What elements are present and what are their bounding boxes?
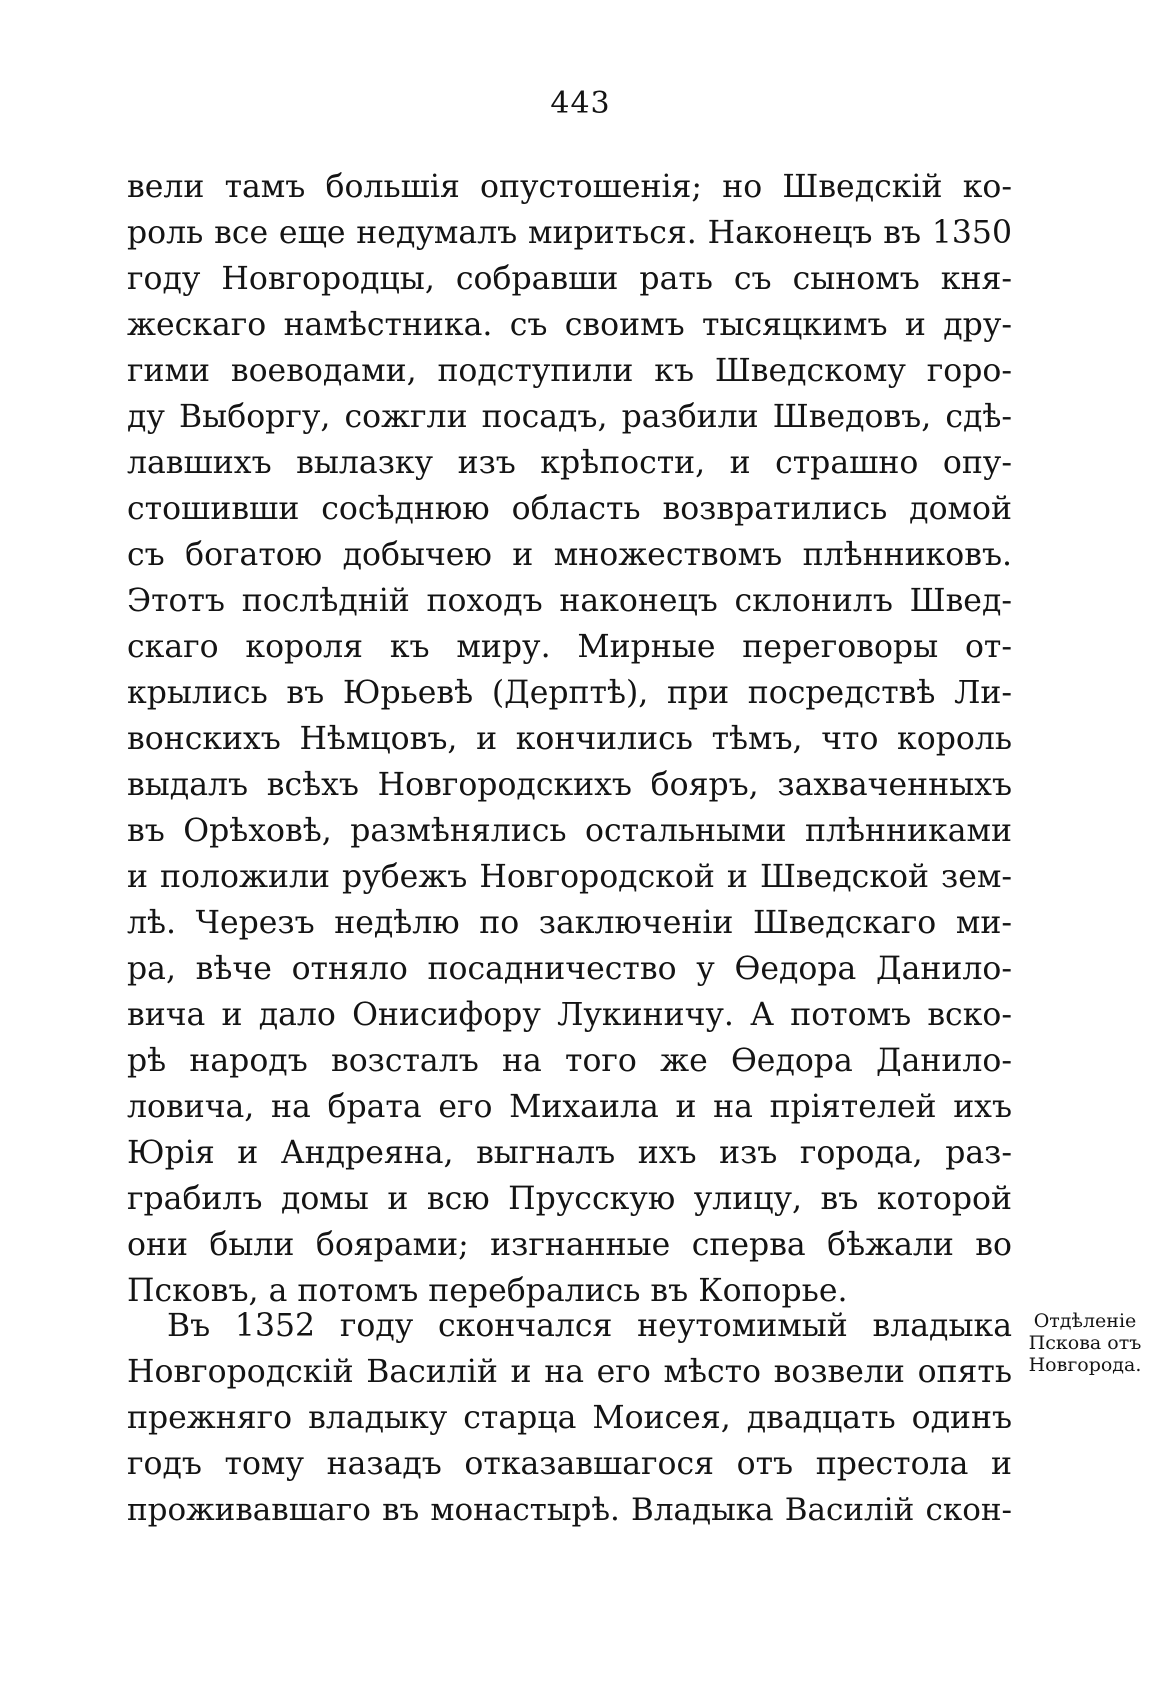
paragraph-2 [127,1303,1012,1533]
text-line: съ богатою добычею и множествомъ плѣнниковъ. [127,537,1012,573]
text-line: вели тамъ большія опустошенія; но Шведскій ко- [127,169,1012,205]
text-line: и положили рубежъ Новгородской и Шведской зем- [127,859,1012,895]
text-line: годъ тому назадъ отказавшагося отъ престола и [127,1446,1012,1482]
text-line: ра, вѣче отняло посадничество у Ѳедора Данило- [127,951,1012,987]
text-line: роль все еще недумалъ мириться. Наконецъ въ 1350 [127,215,1012,251]
marginal-note-line: Отдѣленіе [1033,1310,1137,1332]
marginal-note [1014,1310,1156,1376]
page-number: 443 [550,86,611,121]
text-line: Псковъ, а потомъ перебрались въ Копорье. [127,1273,848,1309]
text-line: рѣ народъ возсталъ на того же Ѳедора Данило- [127,1043,1012,1079]
text-line: крылись въ Юрьевѣ (Дерптѣ), при посредствѣ Ли- [127,675,1012,711]
text-line: году Новгородцы, собравши рать съ сыномъ кня- [127,261,1012,297]
text-line: стошивши сосѣднюю область возвратились домой [127,491,1012,527]
text-line: ловича, на брата его Михаила и на пріятелей ихъ [127,1089,1012,1125]
text-line: Этотъ послѣдній походъ наконецъ склонилъ Швед- [127,583,1012,619]
text-line: вича и дало Онисифору Лукиничу. А потомъ вско- [127,997,1012,1033]
paragraph-1 [127,164,1012,1314]
text-line: въ Орѣховѣ, размѣнялись остальными плѣнниками [127,813,1012,849]
text-line: жескаго намѣстника. съ своимъ тысяцкимъ и дру- [127,307,1012,343]
text-line: ду Выборгу, сожгли посадъ, разбили Шведовъ, сдѣ- [127,399,1012,435]
text-line: гими воеводами, подступили къ Шведскому горо- [127,353,1012,389]
text-line: прежняго владыку старца Моисея, двадцать одинъ [127,1400,1012,1436]
text-line: лѣ. Черезъ недѣлю по заключеніи Шведскаго ми- [127,905,1012,941]
text-line: грабилъ домы и всю Прусскую улицу, въ которой [127,1181,1012,1217]
marginal-note-line: Пскова отъ [1028,1332,1142,1354]
text-line: скаго короля къ миру. Мирные переговоры от- [127,629,1012,665]
text-line: Въ 1352 году скончался неутомимый владыка [167,1308,1012,1344]
marginal-note-line: Новгорода. [1028,1354,1142,1376]
text-line: лавшихъ вылазку изъ крѣпости, и страшно опу- [127,445,1012,481]
text-line: Новгородскій Василій и на его мѣсто возвели опять [127,1354,1012,1390]
text-line: они были боярами; изгнанные сперва бѣжали во [127,1227,1012,1263]
text-line: проживавшаго въ монастырѣ. Владыка Василій скон- [127,1492,1012,1528]
text-line: вонскихъ Нѣмцовъ, и кончились тѣмъ, что король [127,721,1012,757]
text-line: Юрія и Андреяна, выгналъ ихъ изъ города, раз- [127,1135,1012,1171]
text-line: выдалъ всѣхъ Новгородскихъ бояръ, захваченныхъ [127,767,1012,803]
